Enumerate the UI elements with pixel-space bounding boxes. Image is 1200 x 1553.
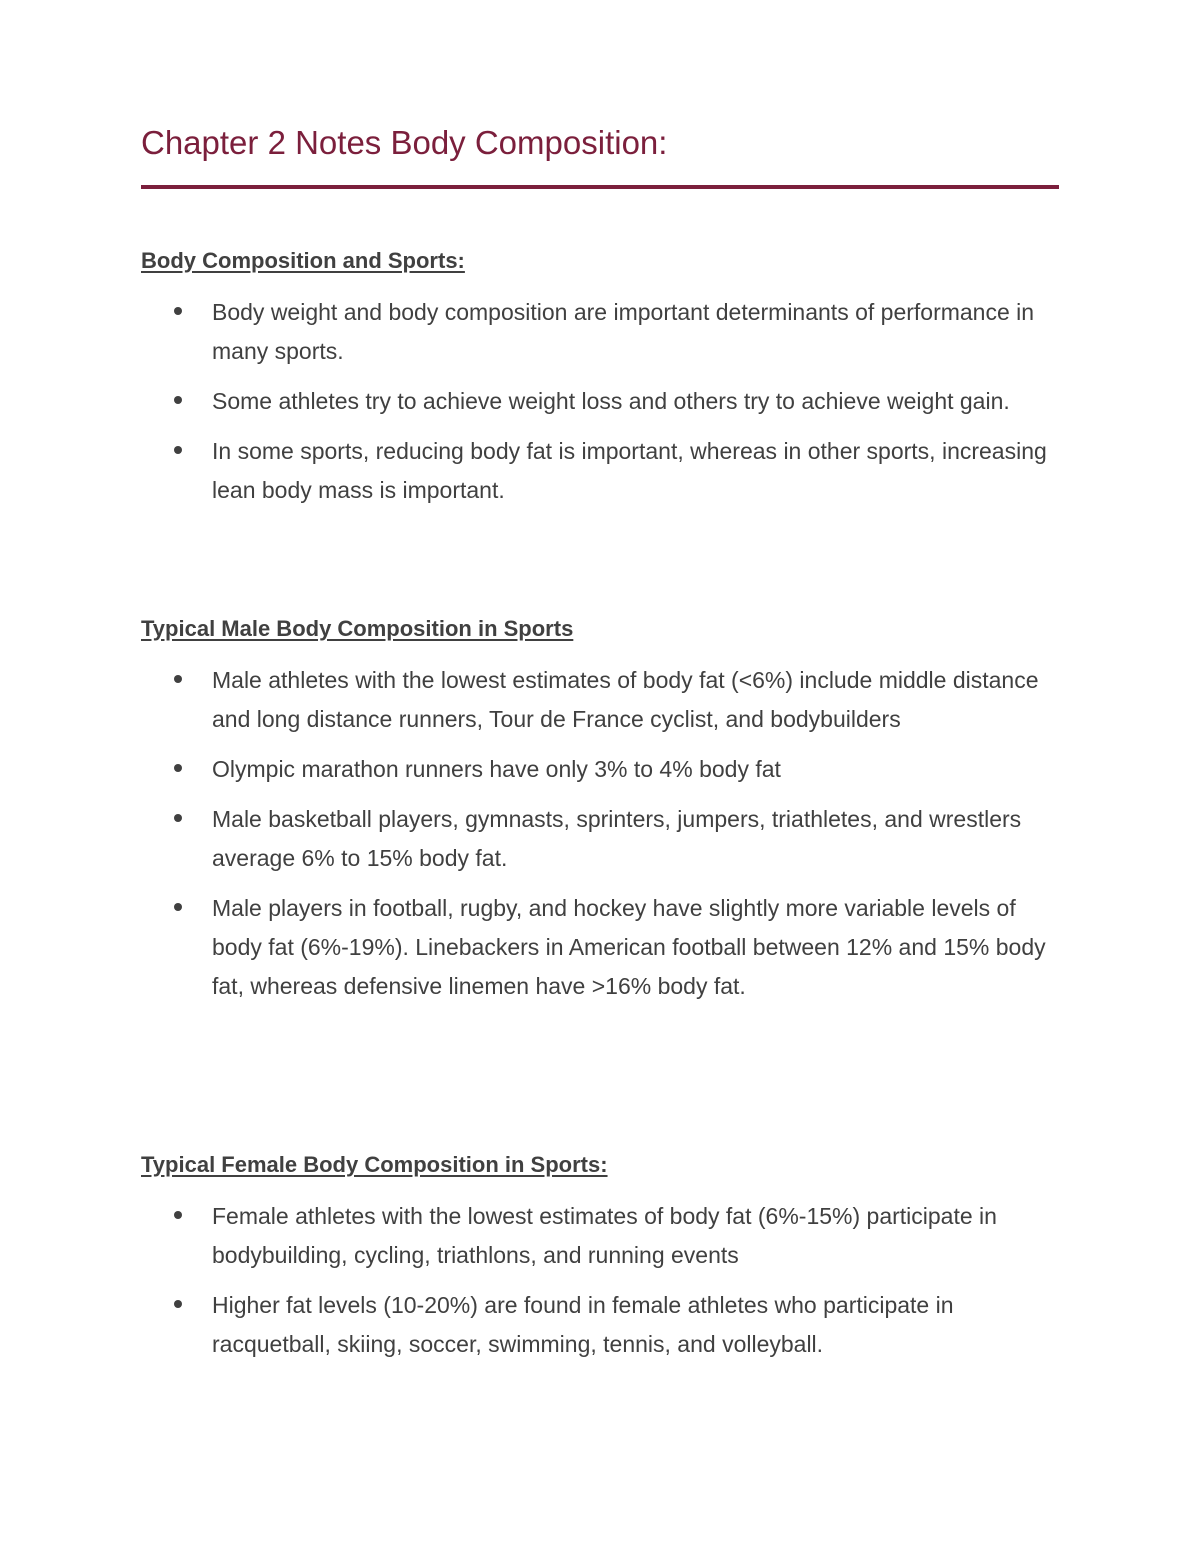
list-item xyxy=(141,661,1061,739)
list-item xyxy=(141,293,1061,371)
bullet-icon xyxy=(174,764,182,772)
bullet-icon xyxy=(174,396,182,404)
list-item-text: In some sports, reducing body fat is important, whereas in other sports, increasing lean body mass is important. xyxy=(212,438,1047,503)
section-body-composition-and-sports xyxy=(141,243,1061,510)
section-typical-male-body-composition xyxy=(141,611,1061,1006)
list-item-text: Male athletes with the lowest estimates of body fat (<6%) include middle distance and long distance runners, Tour de France cyclist, and bodybuilders xyxy=(212,667,1039,732)
list-item xyxy=(141,1286,1061,1364)
list-item xyxy=(141,889,1061,1006)
section-typical-female-body-composition xyxy=(141,1147,1061,1364)
bullet-list xyxy=(141,293,1061,510)
list-item-text: Higher fat levels (10-20%) are found in female athletes who participate in racquetball, skiing, soccer, swimming, tennis, and volleyball. xyxy=(212,1292,954,1357)
list-item-text: Male players in football, rugby, and hockey have slightly more variable levels of body fat (6%-19%). Linebackers in American football between 12% and 15% body fat, whereas defensive linemen have >16% body fat. xyxy=(212,895,1046,999)
list-item xyxy=(141,800,1061,878)
section-heading: Typical Female Body Composition in Sports: xyxy=(141,1152,608,1177)
section-heading: Typical Male Body Composition in Sports xyxy=(141,616,574,641)
bullet-icon xyxy=(174,1300,182,1308)
list-item-text: Female athletes with the lowest estimates of body fat (6%-15%) participate in bodybuilding, cycling, triathlons, and running events xyxy=(212,1203,997,1268)
list-item xyxy=(141,750,1061,789)
bullet-icon xyxy=(174,307,182,315)
bullet-icon xyxy=(174,814,182,822)
bullet-list xyxy=(141,1197,1061,1364)
list-item-text: Olympic marathon runners have only 3% to 4% body fat xyxy=(212,756,781,782)
list-item-text: Male basketball players, gymnasts, sprinters, jumpers, triathletes, and wrestlers average 6% to 15% body fat. xyxy=(212,806,1022,871)
bullet-icon xyxy=(174,903,182,911)
bullet-icon xyxy=(174,675,182,683)
title-divider xyxy=(141,185,1059,189)
list-item-text: Some athletes try to achieve weight loss and others try to achieve weight gain. xyxy=(212,388,1010,414)
bullet-icon xyxy=(174,1211,182,1219)
section-heading: Body Composition and Sports: xyxy=(141,248,465,273)
page-title: Chapter 2 Notes Body Composition: xyxy=(141,124,668,161)
bullet-icon xyxy=(174,446,182,454)
list-item xyxy=(141,382,1061,421)
bullet-list xyxy=(141,661,1061,1006)
list-item-text: Body weight and body composition are important determinants of performance in many sports. xyxy=(212,299,1035,364)
list-item xyxy=(141,432,1061,510)
list-item xyxy=(141,1197,1061,1275)
